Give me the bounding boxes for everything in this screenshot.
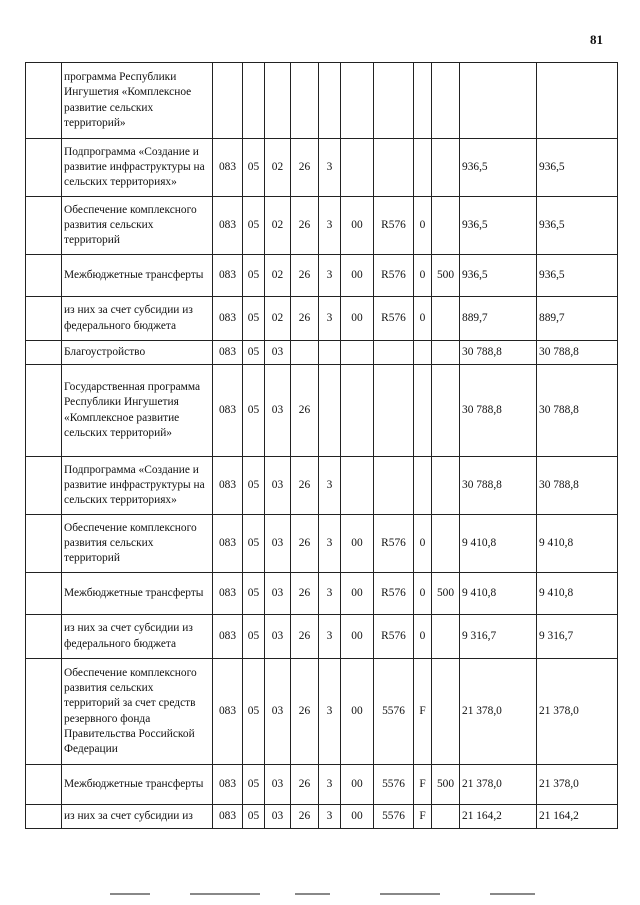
code-admin: 083 — [213, 615, 243, 659]
blank-cell — [26, 255, 62, 297]
code-direction: R576 — [374, 615, 414, 659]
code-section: 05 — [243, 297, 265, 341]
code-direction: 5576 — [374, 765, 414, 805]
amount-2: 21 378,0 — [537, 765, 618, 805]
code-section: 05 — [243, 765, 265, 805]
blank-cell — [26, 341, 62, 365]
code-program — [291, 341, 319, 365]
amount-1: 21 378,0 — [460, 765, 537, 805]
code-direction: 5576 — [374, 805, 414, 829]
blank-cell — [26, 139, 62, 197]
code-direction: R576 — [374, 255, 414, 297]
table-row — [26, 659, 618, 765]
code-subsection: 03 — [265, 365, 291, 457]
code-expense-type — [432, 63, 460, 139]
code-section: 05 — [243, 341, 265, 365]
blank-cell — [26, 765, 62, 805]
blank-cell — [26, 515, 62, 573]
code-subsection: 02 — [265, 255, 291, 297]
amount-2: 936,5 — [537, 139, 618, 197]
code-direction: R576 — [374, 197, 414, 255]
code-section: 05 — [243, 255, 265, 297]
amount-1: 9 410,8 — [460, 515, 537, 573]
code-subprogram: 3 — [319, 139, 341, 197]
code-suffix: 0 — [414, 297, 432, 341]
code-expense-type — [432, 197, 460, 255]
code-program: 26 — [291, 659, 319, 765]
code-program: 26 — [291, 139, 319, 197]
amount-1: 30 788,8 — [460, 365, 537, 457]
table-row — [26, 197, 618, 255]
blank-cell — [26, 659, 62, 765]
amount-2: 30 788,8 — [537, 457, 618, 515]
code-subprogram: 3 — [319, 615, 341, 659]
code-event: 00 — [341, 659, 374, 765]
amount-1: 21 378,0 — [460, 659, 537, 765]
amount-1 — [460, 63, 537, 139]
amount-2: 21 164,2 — [537, 805, 618, 829]
blank-cell — [26, 805, 62, 829]
code-program: 26 — [291, 615, 319, 659]
code-suffix: 0 — [414, 615, 432, 659]
table-row — [26, 365, 618, 457]
code-program: 26 — [291, 765, 319, 805]
code-program: 26 — [291, 365, 319, 457]
row-name: из них за счет субсидии из федерального бюджета — [62, 615, 213, 659]
row-name: Межбюджетные трансферты — [62, 255, 213, 297]
code-admin: 083 — [213, 365, 243, 457]
code-suffix: 0 — [414, 573, 432, 615]
code-section: 05 — [243, 457, 265, 515]
code-suffix: F — [414, 765, 432, 805]
code-expense-type — [432, 515, 460, 573]
code-subprogram: 3 — [319, 659, 341, 765]
code-event — [341, 139, 374, 197]
amount-2: 30 788,8 — [537, 365, 618, 457]
code-event: 00 — [341, 197, 374, 255]
code-event — [341, 63, 374, 139]
code-admin: 083 — [213, 659, 243, 765]
amount-1: 936,5 — [460, 197, 537, 255]
code-subsection: 02 — [265, 139, 291, 197]
code-admin: 083 — [213, 297, 243, 341]
code-subsection: 02 — [265, 197, 291, 255]
code-subprogram: 3 — [319, 457, 341, 515]
code-event: 00 — [341, 573, 374, 615]
code-direction: R576 — [374, 573, 414, 615]
code-subsection: 03 — [265, 659, 291, 765]
table-row — [26, 515, 618, 573]
code-subprogram: 3 — [319, 573, 341, 615]
code-expense-type — [432, 297, 460, 341]
scan-edge-marks — [80, 893, 600, 896]
code-subsection: 03 — [265, 805, 291, 829]
code-program: 26 — [291, 197, 319, 255]
code-event — [341, 365, 374, 457]
blank-cell — [26, 457, 62, 515]
code-program: 26 — [291, 297, 319, 341]
code-admin: 083 — [213, 515, 243, 573]
code-event — [341, 457, 374, 515]
code-expense-type — [432, 457, 460, 515]
code-expense-type — [432, 341, 460, 365]
code-subprogram — [319, 63, 341, 139]
code-program: 26 — [291, 255, 319, 297]
code-expense-type: 500 — [432, 765, 460, 805]
amount-2: 9 410,8 — [537, 573, 618, 615]
code-subsection: 02 — [265, 297, 291, 341]
code-subprogram — [319, 341, 341, 365]
amount-1: 936,5 — [460, 255, 537, 297]
row-name: Подпрограмма «Создание и развитие инфраструктуры на сельских территориях» — [62, 457, 213, 515]
code-event — [341, 341, 374, 365]
code-direction — [374, 63, 414, 139]
row-name: из них за счет субсидии из федерального бюджета — [62, 297, 213, 341]
code-admin: 083 — [213, 197, 243, 255]
amount-2 — [537, 63, 618, 139]
code-subsection: 03 — [265, 515, 291, 573]
code-subprogram: 3 — [319, 197, 341, 255]
code-event: 00 — [341, 765, 374, 805]
row-name: Межбюджетные трансферты — [62, 573, 213, 615]
code-subsection: 03 — [265, 457, 291, 515]
amount-1: 9 316,7 — [460, 615, 537, 659]
code-subprogram: 3 — [319, 515, 341, 573]
code-admin: 083 — [213, 805, 243, 829]
row-name: Межбюджетные трансферты — [62, 765, 213, 805]
code-expense-type — [432, 805, 460, 829]
code-subprogram — [319, 365, 341, 457]
amount-1: 30 788,8 — [460, 341, 537, 365]
code-expense-type — [432, 365, 460, 457]
row-name: Обеспечение комплексного развития сельских территорий — [62, 197, 213, 255]
amount-1: 889,7 — [460, 297, 537, 341]
code-admin: 083 — [213, 341, 243, 365]
code-direction — [374, 457, 414, 515]
amount-1: 21 164,2 — [460, 805, 537, 829]
code-direction: R576 — [374, 515, 414, 573]
amount-1: 9 410,8 — [460, 573, 537, 615]
code-suffix: 0 — [414, 515, 432, 573]
code-subsection: 03 — [265, 615, 291, 659]
row-name: программа Республики Ингушетия «Комплексное развитие сельских территорий» — [62, 63, 213, 139]
table-row — [26, 63, 618, 139]
code-suffix: 0 — [414, 255, 432, 297]
code-expense-type: 500 — [432, 255, 460, 297]
code-suffix — [414, 63, 432, 139]
code-expense-type — [432, 139, 460, 197]
code-admin: 083 — [213, 139, 243, 197]
amount-2: 9 410,8 — [537, 515, 618, 573]
code-section: 05 — [243, 139, 265, 197]
code-admin — [213, 63, 243, 139]
code-event: 00 — [341, 297, 374, 341]
amount-2: 30 788,8 — [537, 341, 618, 365]
code-program: 26 — [291, 573, 319, 615]
row-name: из них за счет субсидии из — [62, 805, 213, 829]
code-suffix — [414, 365, 432, 457]
table-row — [26, 341, 618, 365]
code-suffix — [414, 457, 432, 515]
code-suffix — [414, 139, 432, 197]
amount-1: 936,5 — [460, 139, 537, 197]
amount-2: 21 378,0 — [537, 659, 618, 765]
table-row — [26, 139, 618, 197]
code-direction — [374, 139, 414, 197]
blank-cell — [26, 297, 62, 341]
table-row — [26, 765, 618, 805]
table-row — [26, 805, 618, 829]
blank-cell — [26, 197, 62, 255]
code-subsection — [265, 63, 291, 139]
table-row — [26, 255, 618, 297]
blank-cell — [26, 615, 62, 659]
page-number: 81 — [590, 32, 603, 47]
code-program: 26 — [291, 805, 319, 829]
row-name: Подпрограмма «Создание и развитие инфраструктуры на сельских территориях» — [62, 139, 213, 197]
code-direction: R576 — [374, 297, 414, 341]
code-event: 00 — [341, 255, 374, 297]
code-program: 26 — [291, 457, 319, 515]
row-name: Обеспечение комплексного развития сельских территорий — [62, 515, 213, 573]
code-admin: 083 — [213, 255, 243, 297]
code-direction: 5576 — [374, 659, 414, 765]
code-subprogram: 3 — [319, 805, 341, 829]
code-suffix: F — [414, 659, 432, 765]
code-subprogram: 3 — [319, 297, 341, 341]
code-expense-type — [432, 615, 460, 659]
code-direction — [374, 365, 414, 457]
code-program: 26 — [291, 515, 319, 573]
row-name: Обеспечение комплексного развития сельских территорий за счет средств резервного фонда Правительства Российской Федерации — [62, 659, 213, 765]
code-admin: 083 — [213, 573, 243, 615]
code-section: 05 — [243, 365, 265, 457]
code-subsection: 03 — [265, 765, 291, 805]
code-suffix — [414, 341, 432, 365]
code-suffix: F — [414, 805, 432, 829]
table-row — [26, 573, 618, 615]
row-name: Государственная программа Республики Ингушетия «Комплексное развитие сельских территорий» — [62, 365, 213, 457]
code-subsection: 03 — [265, 341, 291, 365]
code-event: 00 — [341, 615, 374, 659]
code-program — [291, 63, 319, 139]
blank-cell — [26, 365, 62, 457]
row-name: Благоустройство — [62, 341, 213, 365]
code-admin: 083 — [213, 457, 243, 515]
amount-2: 889,7 — [537, 297, 618, 341]
code-section: 05 — [243, 615, 265, 659]
code-expense-type — [432, 659, 460, 765]
blank-cell — [26, 63, 62, 139]
code-section: 05 — [243, 197, 265, 255]
code-direction — [374, 341, 414, 365]
code-admin: 083 — [213, 765, 243, 805]
budget-table — [25, 62, 618, 829]
code-section — [243, 63, 265, 139]
code-subprogram: 3 — [319, 255, 341, 297]
table-row — [26, 297, 618, 341]
table-row — [26, 457, 618, 515]
amount-1: 30 788,8 — [460, 457, 537, 515]
amount-2: 9 316,7 — [537, 615, 618, 659]
code-subsection: 03 — [265, 573, 291, 615]
code-event: 00 — [341, 515, 374, 573]
code-section: 05 — [243, 659, 265, 765]
amount-2: 936,5 — [537, 197, 618, 255]
code-section: 05 — [243, 515, 265, 573]
blank-cell — [26, 573, 62, 615]
table-row — [26, 615, 618, 659]
amount-2: 936,5 — [537, 255, 618, 297]
code-section: 05 — [243, 805, 265, 829]
code-event: 00 — [341, 805, 374, 829]
code-section: 05 — [243, 573, 265, 615]
code-expense-type: 500 — [432, 573, 460, 615]
code-suffix: 0 — [414, 197, 432, 255]
code-subprogram: 3 — [319, 765, 341, 805]
